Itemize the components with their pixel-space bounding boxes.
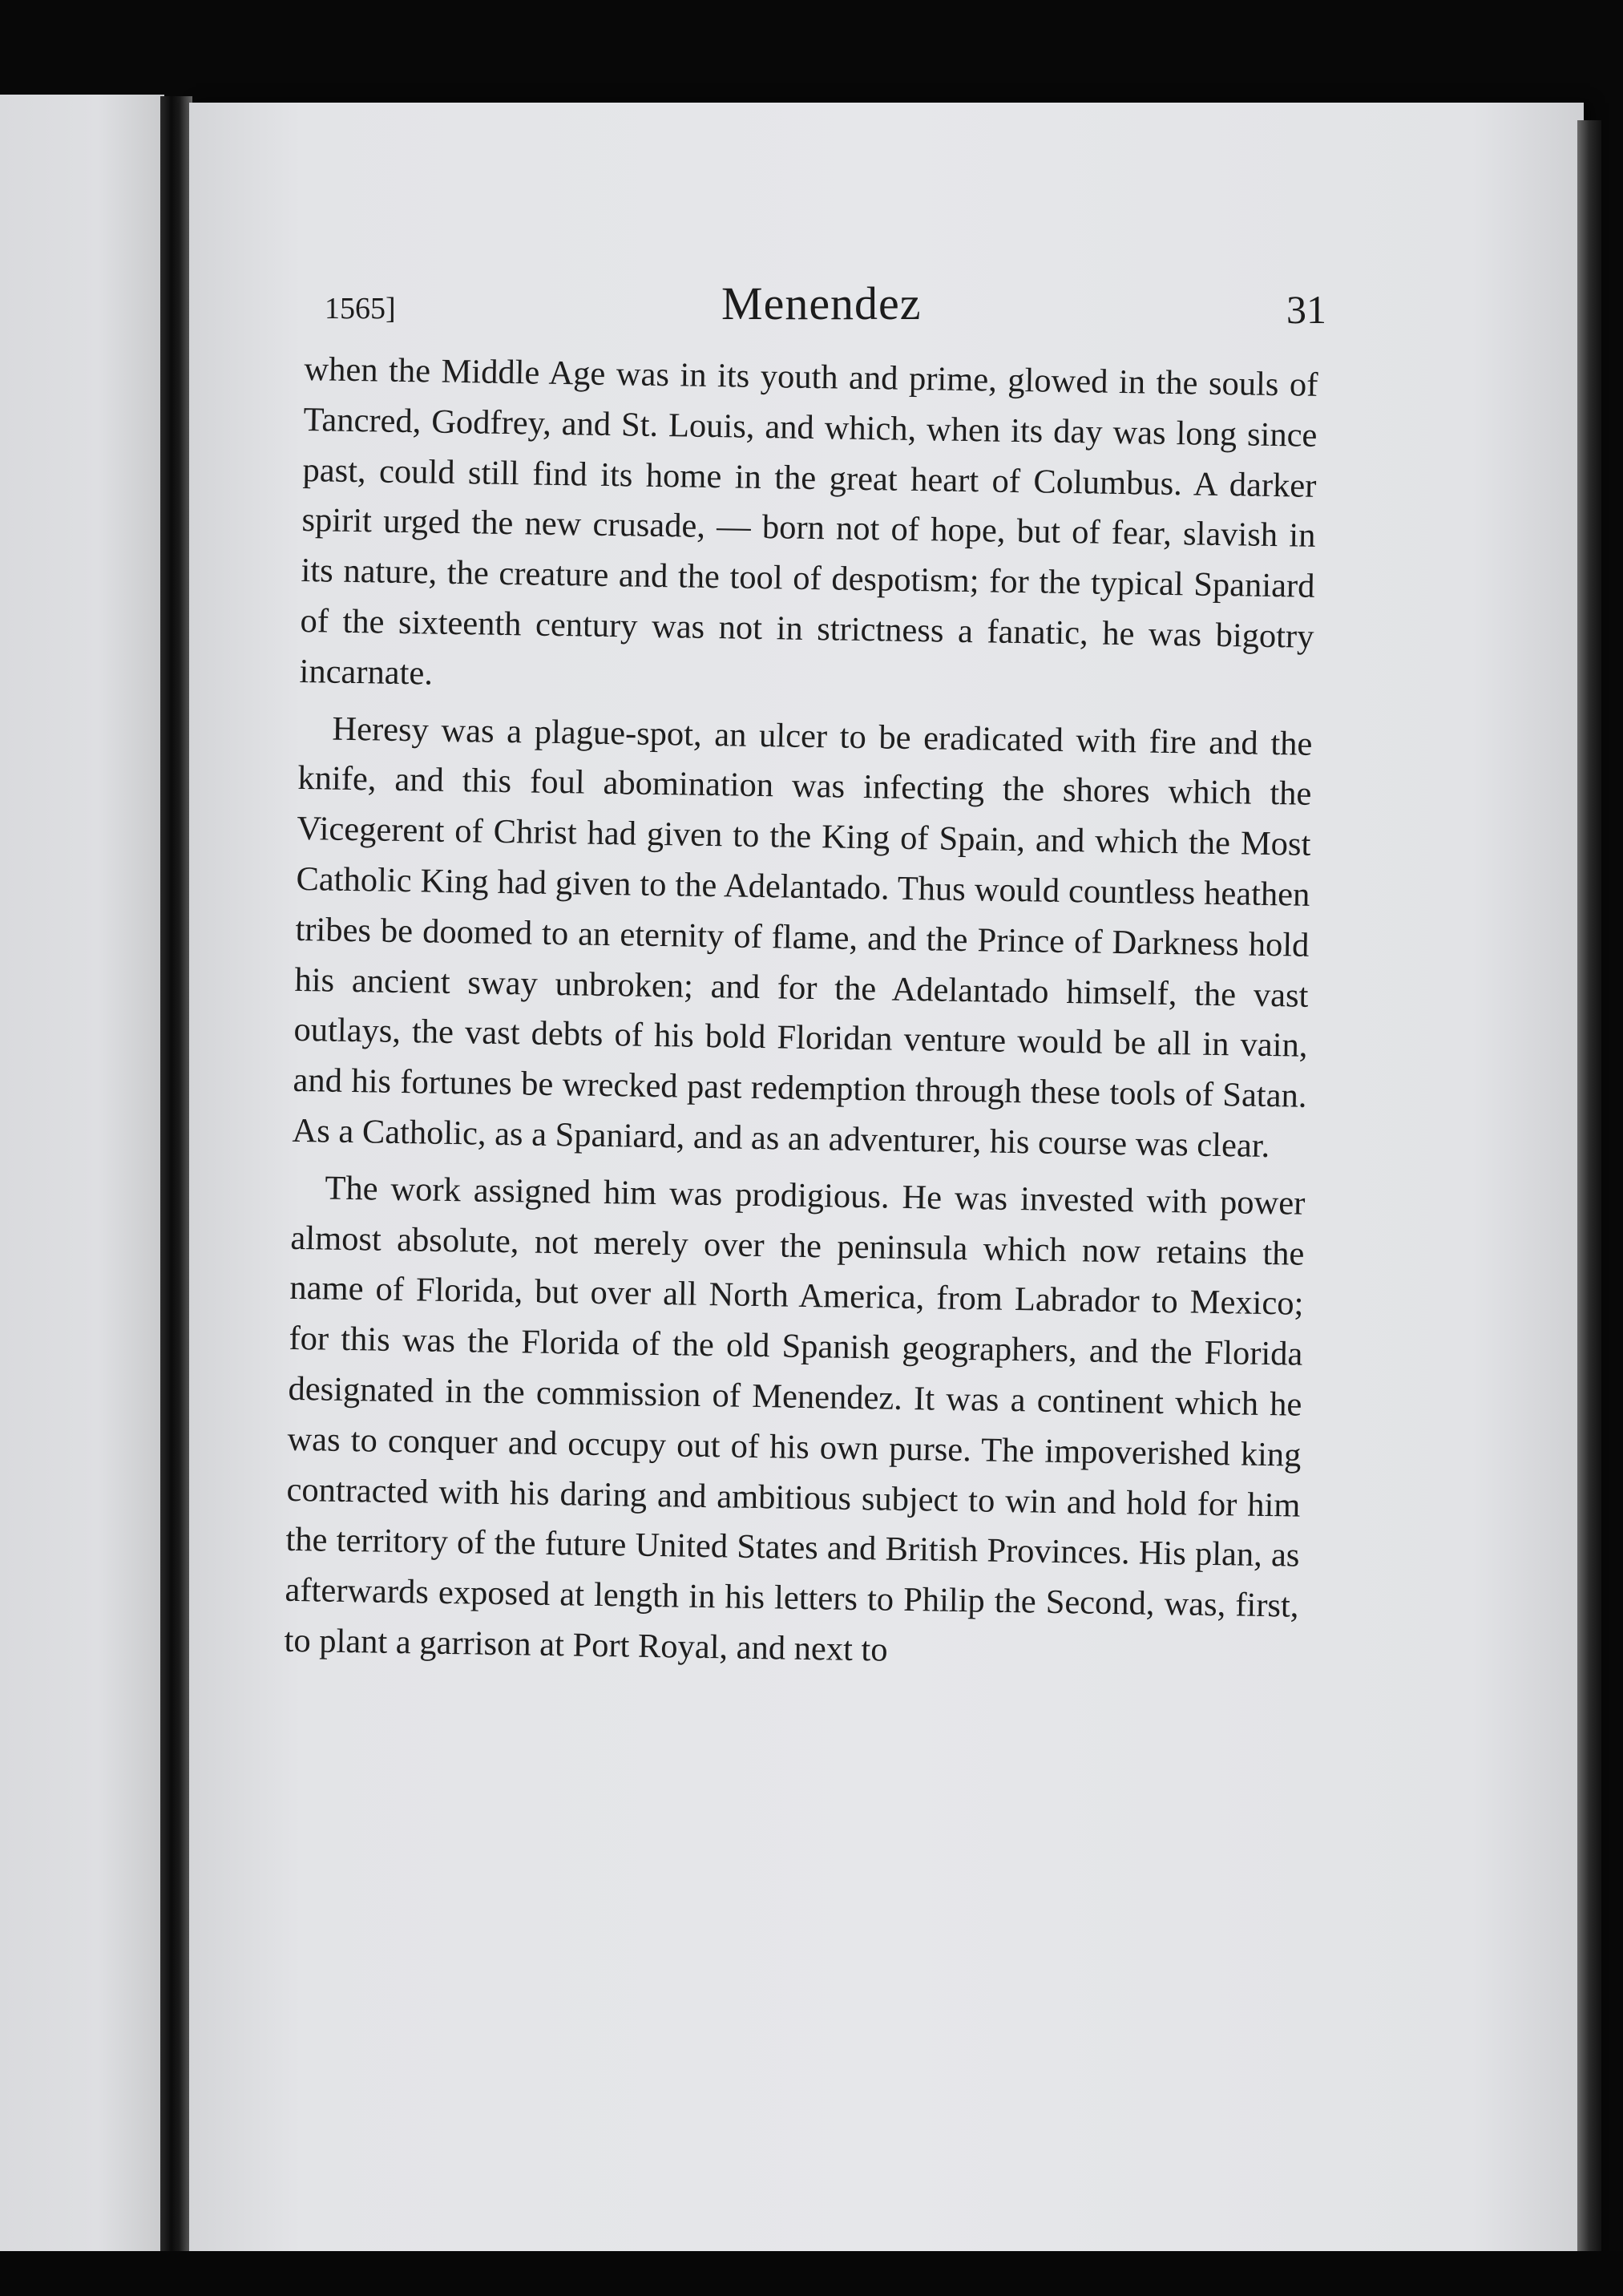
- header-year: 1565]: [325, 292, 396, 325]
- scan-border-bottom: [0, 2251, 1623, 2296]
- paragraph-3: The work assigned him was prodigious. He was invested with power almost absolute, not merely over the peninsula which now retains the name of Florida, but over all North America, from Labrador to Mexico; for this was the Florida of the old Spanish geographers, and the Florida designated in the commission of Menendez. It was a continent which he was to conquer and occupy out of his own purse. The impoverished king contracted with his daring and ambitious subject to win and hold for him the territory of the future United States and British Provinces. His plan, as afterwards exposed at length in his letters to Philip the Second, was, first, to plant a garrison at Port Royal, and next to: [284, 1169, 1306, 1669]
- paragraph-1: when the Middle Age was in its youth and prime, glowed in the souls of Tancred, Godfrey, and St. Louis, and which, when its day was long since past, could still find its home in the great heart of Columbus. A darker spirit urged the new crusade, — born not of hope, but of fear, slavish in its nature, the creature and the tool of despotism; for the typical Spaniard of the sixteenth century was not in strictness a fanatic, he was bigotry incarnate.: [299, 350, 1318, 693]
- page-edge-shadow: [1577, 120, 1601, 2261]
- page-number: 31: [1286, 287, 1326, 332]
- header-title: Menendez: [721, 277, 922, 329]
- book-gutter: [160, 96, 192, 2277]
- body-text: [284, 345, 1318, 1682]
- facing-page-edge: [0, 95, 164, 2259]
- running-header: [325, 277, 1326, 341]
- paragraph-2: Heresy was a plague-spot, an ulcer to be eradicated with fire and the knife, and this foul abomination was infecting the shores which the Vicegerent of Christ had given to the King of Spain, and which the Most Catholic King had given to the Adelantado. Thus would countless heathen tribes be doomed to an eternity of flame, and the Prince of Darkness hold his ancient sway unbroken; and for the Adelantado himself, the vast outlays, the vast debts of his bold Floridan venture would be all in vain, and his fortunes be wrecked past redemption through these tools of Satan. As a Catholic, as a Spaniard, and as an adventurer, his course was clear.: [292, 709, 1313, 1165]
